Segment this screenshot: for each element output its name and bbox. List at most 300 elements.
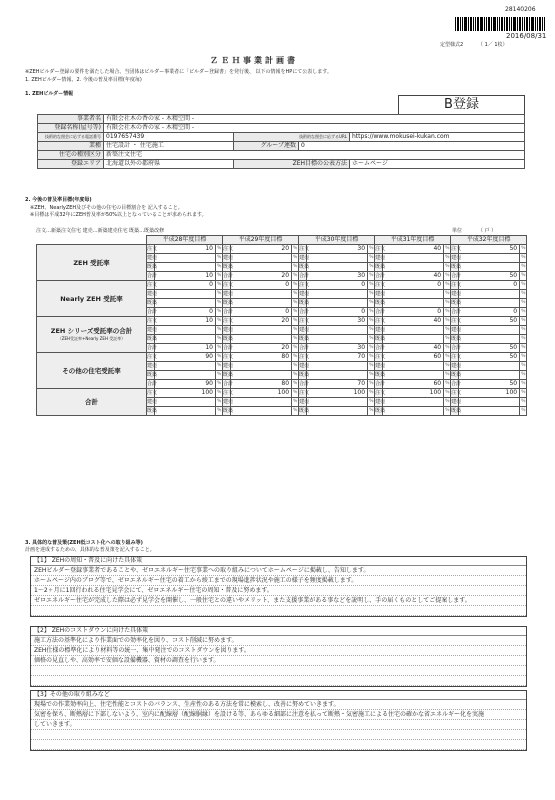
- section3-title: 3. 具体的な普及策(ZEH低コスト化への取り組み等): [25, 540, 143, 546]
- group-count-label: グループ連数: [234, 142, 299, 151]
- goal-value: 60: [383, 353, 444, 362]
- goal-value: 0: [459, 281, 520, 290]
- sub-type-label: 合計: [223, 309, 234, 315]
- phone-value: 0197657439: [104, 133, 234, 142]
- percent-unit: ％: [368, 272, 375, 281]
- measure-line: ZEH仕様の標準化により材料等の統一、集中発注でのコストダウンを図ります。: [31, 646, 526, 656]
- sub-type-label: 注文: [451, 282, 462, 288]
- barcode-bar: [544, 17, 545, 31]
- sub-type-label: 注文: [147, 318, 158, 324]
- sub-type-label: 注文: [451, 246, 462, 252]
- percent-unit: ％: [292, 263, 299, 272]
- percent-unit: ％: [292, 254, 299, 263]
- measure-line: していきます。: [31, 720, 526, 730]
- sub-type-label: 建売: [451, 291, 462, 297]
- sub-type-label: 建売: [147, 291, 158, 297]
- percent-unit: ％: [444, 344, 451, 353]
- year-header: 平成30年度目標: [299, 236, 375, 245]
- goal-value: [231, 254, 292, 263]
- goal-value: [383, 263, 444, 272]
- sub-type-label: 建売: [299, 363, 310, 369]
- sub-type-label: 注文: [451, 354, 462, 360]
- sub-type-label: 建売: [375, 399, 386, 405]
- percent-unit: ％: [292, 371, 299, 380]
- goal-value: [459, 398, 520, 407]
- sub-type-label: 建売: [147, 363, 158, 369]
- goal-value: 50: [459, 344, 520, 353]
- url-label: 技術的な照会に応ずるURL: [234, 133, 350, 142]
- sub-type-label: 建売: [299, 327, 310, 333]
- measure-line: 現場での作業効率向上、住宅性能とコストのバランス、生産性のある方法を常に模索し、改善に努めていきます。: [31, 700, 526, 710]
- sub-type-label: 既築: [223, 372, 234, 378]
- section2-title: 2. 今後の普及率目標(年度毎): [25, 197, 92, 203]
- section2-note-1: ※ZEH、NearlyZEH及びその他の住宅の目標割合を 記入すること。: [30, 205, 183, 211]
- measure-line: 気密を保ち、断熱層に下部しないよう、室内に配線層（配線胴縁）を設ける等、あらゆる細部に注意を払って断熱・気密施工による住宅の確かな省エネルギー化を実施: [31, 710, 526, 720]
- percent-unit: ％: [444, 326, 451, 335]
- goal-value: [307, 398, 368, 407]
- goal-value: [383, 290, 444, 299]
- sub-type-label: 既築: [375, 408, 386, 414]
- goal-value: 90: [155, 353, 216, 362]
- barcode-bar: [493, 17, 496, 31]
- percent-unit: ％: [292, 317, 299, 326]
- barcode: [455, 17, 546, 31]
- measure-line: [31, 676, 526, 686]
- barcode-bar: [519, 17, 521, 31]
- sub-type-label: 既築: [451, 372, 462, 378]
- sub-type-label: 注文: [147, 282, 158, 288]
- barcode-bar: [460, 17, 461, 31]
- percent-unit: ％: [292, 335, 299, 344]
- percent-unit: ％: [216, 371, 223, 380]
- goal-value: 100: [459, 389, 520, 398]
- percent-unit: ％: [520, 263, 527, 272]
- percent-unit: ％: [520, 317, 527, 326]
- goal-value: 20: [231, 317, 292, 326]
- percent-unit: ％: [216, 353, 223, 362]
- sub-type-label: 合計: [451, 273, 462, 279]
- sub-type-label: 既築: [299, 300, 310, 306]
- sub-type-label: 建売: [223, 291, 234, 297]
- barcode-bar: [477, 17, 479, 31]
- goal-value: 100: [231, 389, 292, 398]
- year-header: 平成28年度目標: [147, 236, 223, 245]
- goal-value: 0: [383, 308, 444, 317]
- sub-type-label: 注文: [375, 318, 386, 324]
- goal-value: [383, 254, 444, 263]
- percent-unit: ％: [292, 353, 299, 362]
- sub-type-label: 注文: [299, 354, 310, 360]
- goal-value: 10: [155, 317, 216, 326]
- goal-value: [307, 362, 368, 371]
- sub-type-label: 既築: [299, 264, 310, 270]
- percent-unit: ％: [292, 299, 299, 308]
- goal-value: 40: [383, 344, 444, 353]
- barcode-bar: [535, 17, 536, 31]
- sub-type-label: 建売: [147, 255, 158, 261]
- goal-value: [459, 326, 520, 335]
- sub-type-label: 合計: [223, 273, 234, 279]
- percent-unit: ％: [216, 344, 223, 353]
- goal-category-label: ZEH シリーズ受託率の合計: [50, 326, 133, 335]
- percent-unit: ％: [368, 353, 375, 362]
- goal-value: 10: [155, 272, 216, 281]
- percent-unit: ％: [368, 380, 375, 389]
- barcode-bar: [542, 17, 543, 31]
- barcode-bar: [468, 17, 469, 31]
- percent-unit: ％: [216, 299, 223, 308]
- percent-unit: ％: [444, 281, 451, 290]
- goal-value: [155, 254, 216, 263]
- goal-value: [383, 335, 444, 344]
- percent-unit: ％: [368, 281, 375, 290]
- barcode-bar: [488, 17, 490, 31]
- measure-line: ZEHビルダー登録事業者であることや、ゼロエネルギー住宅事業への取り組みについてホームページに掲載し、告知します。: [31, 566, 526, 576]
- percent-unit: ％: [216, 317, 223, 326]
- sub-type-label: 建売: [451, 255, 462, 261]
- percent-unit: ％: [444, 254, 451, 263]
- goal-value: [459, 254, 520, 263]
- goal-category: [37, 281, 147, 317]
- measure-line: [31, 666, 526, 676]
- goal-value: 40: [383, 272, 444, 281]
- percent-unit: ％: [216, 245, 223, 254]
- percent-unit: ％: [292, 344, 299, 353]
- goal-value: 40: [383, 317, 444, 326]
- goal-category-label: Nearly ZEH 受託率: [60, 294, 123, 303]
- barcode-bar: [462, 17, 463, 31]
- percent-unit: ％: [292, 326, 299, 335]
- barcode-bar: [522, 17, 523, 31]
- goal-value: 50: [459, 245, 520, 254]
- goal-value: [383, 398, 444, 407]
- area-value: 北海道以外の都府県: [104, 160, 234, 169]
- year-header: 平成32年度目標: [451, 236, 527, 245]
- measure-line: 1～2ヶ月に1回行われる住宅見学会にて、ゼロエネルギー住宅の周知・普及に努めます。: [31, 586, 526, 596]
- goal-value: [155, 398, 216, 407]
- barcode-bar: [531, 17, 534, 31]
- goal-value: 50: [459, 380, 520, 389]
- goal-value: [383, 362, 444, 371]
- sub-type-label: 注文: [299, 246, 310, 252]
- percent-unit: ％: [368, 371, 375, 380]
- goal-category: [37, 353, 147, 389]
- goal-value: [383, 326, 444, 335]
- goal-value: 30: [307, 245, 368, 254]
- percent-unit: ％: [520, 380, 527, 389]
- sub-type-label: 既築: [147, 336, 158, 342]
- barcode-bar: [470, 17, 472, 31]
- percent-unit: ％: [216, 335, 223, 344]
- goal-value: 50: [459, 272, 520, 281]
- goal-value: 50: [459, 317, 520, 326]
- sub-type-label: 既築: [375, 300, 386, 306]
- sub-type-label: 合計: [147, 381, 158, 387]
- sub-type-label: 合計: [147, 273, 158, 279]
- percent-unit: ％: [368, 344, 375, 353]
- sub-type-label: 注文: [223, 390, 234, 396]
- percent-unit: ％: [444, 308, 451, 317]
- barcode-bar: [517, 17, 518, 31]
- percent-unit: ％: [368, 362, 375, 371]
- sub-type-label: 建売: [375, 363, 386, 369]
- sub-type-label: 建売: [147, 327, 158, 333]
- sub-type-label: 建売: [147, 399, 158, 405]
- sub-type-label: 既築: [223, 300, 234, 306]
- barcode-bar: [475, 17, 476, 31]
- percent-unit: ％: [368, 254, 375, 263]
- page-count: （ 1／ 1枚）: [478, 42, 508, 48]
- goal-value: 30: [307, 272, 368, 281]
- goal-value: [459, 407, 520, 416]
- sub-type-label: 注文: [223, 246, 234, 252]
- sub-type-label: 既築: [375, 372, 386, 378]
- business-name-value: 有限会社木の香の家 - 木精空間 -: [104, 115, 525, 124]
- sub-type-label: 建売: [223, 327, 234, 333]
- sub-type-label: 既築: [299, 336, 310, 342]
- barcode-bar: [486, 17, 487, 31]
- goal-category-label: その他の住宅受託率: [62, 366, 121, 375]
- percent-unit: ％: [520, 371, 527, 380]
- percent-unit: ％: [216, 407, 223, 416]
- goal-value: [383, 371, 444, 380]
- sub-type-label: 合計: [375, 309, 386, 315]
- percent-unit: ％: [444, 272, 451, 281]
- percent-unit: ％: [444, 353, 451, 362]
- percent-unit: ％: [444, 245, 451, 254]
- goal-value: 80: [231, 353, 292, 362]
- goal-value: [307, 299, 368, 308]
- goal-category: [37, 317, 147, 353]
- percent-unit: ％: [216, 281, 223, 290]
- goal-value: 0: [307, 308, 368, 317]
- goals-header-corner: [37, 236, 147, 245]
- percent-unit: ％: [520, 407, 527, 416]
- percent-unit: ％: [444, 407, 451, 416]
- goal-value: 0: [459, 308, 520, 317]
- goal-value: [307, 407, 368, 416]
- goal-value: [307, 326, 368, 335]
- goal-value: [307, 335, 368, 344]
- sub-type-label: 既築: [451, 300, 462, 306]
- sub-type-label: 合計: [223, 345, 234, 351]
- sub-type-label: 既築: [147, 300, 158, 306]
- goal-category: [37, 389, 147, 416]
- group-count-value: 0: [299, 142, 525, 151]
- sub-type-label: 既築: [147, 408, 158, 414]
- percent-unit: ％: [292, 362, 299, 371]
- sub-type-label: 既築: [299, 408, 310, 414]
- section2-note-2: ※目標は平成32年にZEH普及率が50%以上となっていることが求められます。: [30, 212, 207, 218]
- goal-value: 0: [383, 281, 444, 290]
- percent-unit: ％: [368, 389, 375, 398]
- percent-unit: ％: [520, 281, 527, 290]
- goal-value: 30: [307, 317, 368, 326]
- goals-table: [36, 235, 527, 416]
- percent-unit: ％: [520, 254, 527, 263]
- goal-value: [231, 299, 292, 308]
- sub-type-label: 建売: [375, 327, 386, 333]
- goal-value: 0: [155, 281, 216, 290]
- sub-type-label: 合計: [299, 273, 310, 279]
- publish-method-label: ZEH目標の公表方法: [234, 160, 350, 169]
- sub-type-label: 注文: [147, 354, 158, 360]
- sub-type-label: 既築: [451, 336, 462, 342]
- barcode-bar: [539, 17, 541, 31]
- sub-type-label: 建売: [299, 399, 310, 405]
- percent-unit: ％: [216, 290, 223, 299]
- sub-type-label: 既築: [451, 408, 462, 414]
- goal-value: [155, 290, 216, 299]
- goal-value: [231, 335, 292, 344]
- goal-value: 30: [307, 344, 368, 353]
- percent-unit: ％: [216, 380, 223, 389]
- percent-unit: ％: [368, 407, 375, 416]
- goal-value: 0: [155, 308, 216, 317]
- goal-value: [231, 290, 292, 299]
- goal-value: [459, 290, 520, 299]
- doc-date: 2016/08/31: [506, 32, 547, 40]
- measure-box-title: 【1】 ZEHの周知・普及に向けた具体策: [31, 557, 526, 566]
- measure-box-title: 【3】その他の取り組みなど: [31, 691, 526, 700]
- sub-type-label: 既築: [223, 264, 234, 270]
- phone-label: 技術的な照会に応ずる電話番号: [38, 133, 104, 142]
- goal-value: [155, 299, 216, 308]
- percent-unit: ％: [520, 326, 527, 335]
- percent-unit: ％: [520, 362, 527, 371]
- business-type-label: 業種: [38, 142, 104, 151]
- percent-unit: ％: [292, 290, 299, 299]
- builder-info-table: [37, 114, 525, 169]
- type-legend: 注文…新築注文住宅 建売…新築建売住宅 既築…既築改修: [36, 228, 165, 234]
- goal-value: 0: [231, 281, 292, 290]
- registration-badge: B登録: [398, 95, 525, 115]
- percent-unit: ％: [520, 389, 527, 398]
- barcode-bar: [537, 17, 538, 31]
- goal-value: [459, 299, 520, 308]
- business-type-value: 住宅設計 ・ 住宅施工: [104, 142, 234, 151]
- sub-type-label: 合計: [147, 345, 158, 351]
- sub-type-label: 既築: [451, 264, 462, 270]
- unit-label: 単位: [452, 228, 463, 234]
- measure-line: 価格の見直しや、高効率で安価な設備機器、資材の調査を行います。: [31, 656, 526, 666]
- goal-value: [155, 326, 216, 335]
- year-header: 平成31年度目標: [375, 236, 451, 245]
- measure-line: ホームページ内のブログ等で、ゼロエネルギー住宅の着工から竣工までの現場進捗状況や施工の様子を頻度掲載します。: [31, 576, 526, 586]
- percent-unit: ％: [444, 263, 451, 272]
- registered-name-label: 登録名称(屋号等): [38, 124, 104, 133]
- sub-type-label: 合計: [299, 309, 310, 315]
- barcode-bar: [497, 17, 498, 31]
- business-name-label: 事業者名: [38, 115, 104, 124]
- goal-value: 0: [307, 281, 368, 290]
- form-label: 定型様式2: [440, 42, 464, 48]
- percent-unit: ％: [292, 272, 299, 281]
- sub-type-label: 注文: [375, 282, 386, 288]
- goal-value: [307, 263, 368, 272]
- percent-unit: ％: [520, 335, 527, 344]
- intro-text-2: 1. ZEHビルダー情報、2. 今後の普及率目標(年度毎): [25, 77, 142, 83]
- goal-value: [231, 407, 292, 416]
- goal-value: [231, 398, 292, 407]
- percent-unit: ％: [292, 389, 299, 398]
- barcode-bar: [504, 17, 505, 31]
- goal-value: [231, 371, 292, 380]
- section1-title: 1. ZEHビルダー情報: [25, 91, 74, 97]
- percent-unit: ％: [292, 398, 299, 407]
- measure-box-title: 【2】 ZEHのコストダウンに向けた具体策: [31, 627, 526, 636]
- sub-type-label: 建売: [223, 399, 234, 405]
- measure-box: [30, 626, 527, 687]
- goal-value: [155, 371, 216, 380]
- percent-unit: ％: [292, 281, 299, 290]
- goal-value: 20: [231, 245, 292, 254]
- percent-unit: ％: [444, 317, 451, 326]
- barcode-bar: [491, 17, 492, 31]
- sub-type-label: 既築: [147, 264, 158, 270]
- percent-unit: ％: [216, 254, 223, 263]
- doc-number: 28140206: [505, 6, 536, 13]
- sub-type-label: 注文: [375, 354, 386, 360]
- percent-unit: ％: [444, 299, 451, 308]
- percent-unit: ％: [368, 326, 375, 335]
- percent-unit: ％: [444, 380, 451, 389]
- sub-type-label: 既築: [375, 336, 386, 342]
- sub-type-label: 合計: [375, 345, 386, 351]
- barcode-bar: [511, 17, 512, 31]
- barcode-bar: [457, 17, 459, 31]
- goal-category-label: ZEH 受託率: [73, 258, 110, 267]
- goal-value: [307, 290, 368, 299]
- goal-value: [155, 335, 216, 344]
- sub-type-label: 建売: [299, 291, 310, 297]
- house-type-value: 新築注文住宅: [104, 151, 525, 160]
- percent-unit: ％: [292, 245, 299, 254]
- unit-value: （ 戸 ）: [478, 228, 497, 234]
- barcode-bar: [506, 17, 508, 31]
- measure-line: 施工方法の基準化により作業面での効率化を図り、コスト削減に努めます。: [31, 636, 526, 646]
- percent-unit: ％: [444, 371, 451, 380]
- sub-type-label: 合計: [375, 273, 386, 279]
- goal-value: [231, 362, 292, 371]
- barcode-bar: [473, 17, 474, 31]
- percent-unit: ％: [520, 353, 527, 362]
- goal-value: 80: [231, 380, 292, 389]
- sub-type-label: 注文: [299, 318, 310, 324]
- goal-value: [231, 326, 292, 335]
- barcode-bar: [501, 17, 503, 31]
- barcode-bar: [480, 17, 483, 31]
- sub-type-label: 建売: [223, 255, 234, 261]
- goal-value: 70: [307, 353, 368, 362]
- percent-unit: ％: [520, 344, 527, 353]
- goal-value: 20: [231, 272, 292, 281]
- sub-type-label: 既築: [223, 336, 234, 342]
- sub-type-label: 合計: [223, 381, 234, 387]
- goal-value: 10: [155, 245, 216, 254]
- section3-subtitle: 計画を達成するための、具体的な普及策を記入すること。: [25, 547, 155, 553]
- sub-type-label: 注文: [299, 390, 310, 396]
- goal-value: [155, 362, 216, 371]
- percent-unit: ％: [368, 245, 375, 254]
- barcode-bar: [484, 17, 485, 31]
- percent-unit: ％: [520, 308, 527, 317]
- goal-value: 90: [155, 380, 216, 389]
- percent-unit: ％: [292, 407, 299, 416]
- percent-unit: ％: [368, 335, 375, 344]
- house-type-label: 住宅の種別区分: [38, 151, 104, 160]
- percent-unit: ％: [444, 290, 451, 299]
